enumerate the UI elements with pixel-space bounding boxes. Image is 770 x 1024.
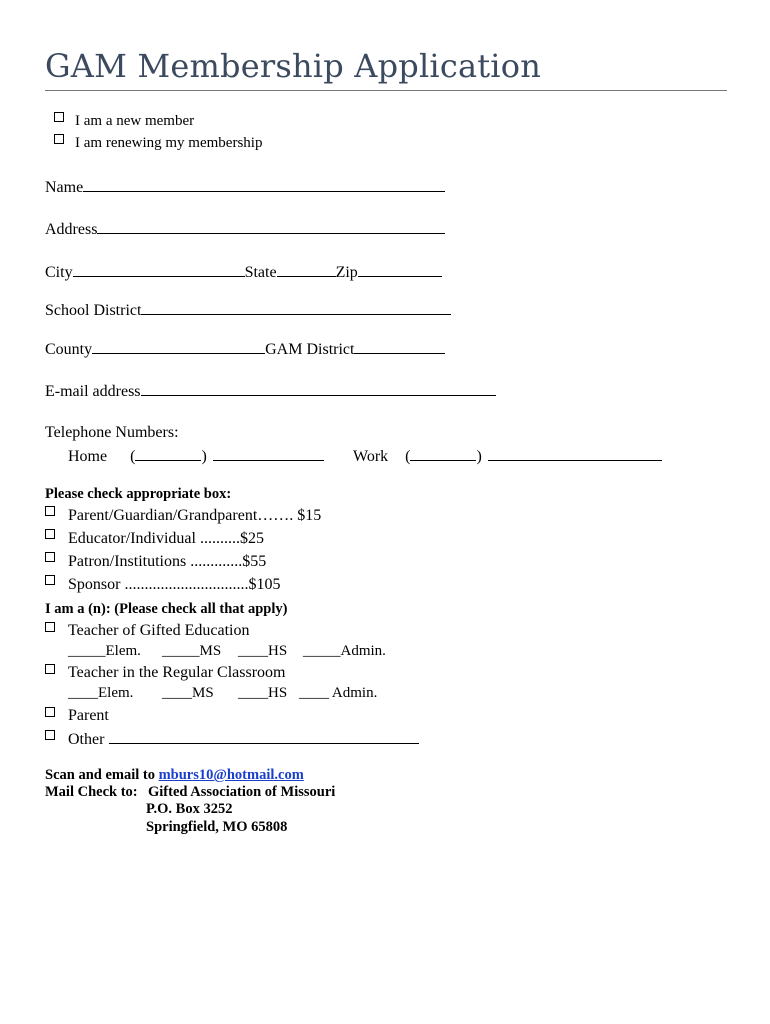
zip-label: Zip — [335, 264, 358, 281]
school-district-row — [45, 300, 451, 321]
dues-patron-checkbox[interactable] — [45, 552, 55, 562]
home-number-field[interactable] — [213, 446, 324, 461]
work-phone-row — [353, 446, 662, 467]
dues-sponsor-label: Sponsor ...............................$105 — [68, 576, 281, 593]
gifted-ms-level[interactable]: _____MS — [162, 643, 222, 659]
name-row — [45, 177, 445, 198]
email-field[interactable] — [141, 381, 496, 396]
email-label: E-mail address — [45, 383, 141, 400]
parent-label: Parent — [68, 707, 109, 724]
home-paren-close: ) — [201, 448, 207, 465]
work-paren-open: ( — [405, 448, 411, 465]
gifted-elem-level[interactable]: _____Elem. — [68, 643, 141, 659]
state-field[interactable] — [277, 262, 336, 277]
county-label: County — [45, 341, 93, 358]
address-row — [45, 219, 445, 240]
dues-educator-label: Educator/Individual ..........$25 — [68, 530, 264, 547]
page-title: GAM Membership Application — [45, 47, 542, 85]
scan-label: Scan and email to — [45, 767, 155, 783]
work-label: Work — [353, 448, 389, 465]
other-field[interactable] — [109, 729, 419, 744]
new-member-label: I am a new member — [75, 113, 195, 129]
dues-patron-label: Patron/Institutions .............$55 — [68, 553, 267, 570]
gifted-teacher-label: Teacher of Gifted Education — [68, 622, 250, 639]
title-divider — [45, 90, 727, 91]
new-member-checkbox[interactable] — [54, 112, 64, 122]
school-district-label: School District — [45, 302, 142, 319]
dues-parent-checkbox[interactable] — [45, 506, 55, 516]
dues-educator-checkbox[interactable] — [45, 529, 55, 539]
address-field[interactable] — [97, 219, 445, 234]
renewing-label: I am renewing my membership — [75, 135, 263, 151]
other-label: Other — [68, 731, 105, 748]
dues-sponsor-checkbox[interactable] — [45, 575, 55, 585]
school-district-field[interactable] — [141, 300, 451, 315]
mail-city-line: Springfield, MO 65808 — [146, 819, 288, 835]
contact-email-link[interactable]: mburs10@hotmail.com — [158, 767, 304, 783]
parent-checkbox[interactable] — [45, 707, 55, 717]
regular-ms-level[interactable]: ____MS — [162, 685, 214, 701]
address-label: Address — [45, 221, 98, 238]
work-area-code-field[interactable] — [410, 446, 476, 461]
gifted-admin-level[interactable]: _____Admin. — [303, 643, 386, 659]
renewing-checkbox[interactable] — [54, 134, 64, 144]
dues-parent-label: Parent/Guardian/Grandparent……. $15 — [68, 507, 322, 524]
state-label: State — [244, 264, 277, 281]
home-phone-row — [68, 446, 324, 467]
mail-check-label: Mail Check to: — [45, 784, 138, 800]
home-area-code-field[interactable] — [135, 446, 201, 461]
gam-district-label: GAM District — [265, 341, 355, 358]
mail-org: Gifted Association of Missouri — [148, 784, 336, 800]
county-row — [45, 339, 445, 360]
regular-teacher-checkbox[interactable] — [45, 664, 55, 674]
dues-heading: Please check appropriate box: — [45, 486, 232, 502]
city-field[interactable] — [73, 262, 245, 277]
other-row — [68, 729, 419, 750]
roles-heading: I am a (n): (Please check all that apply) — [45, 601, 288, 617]
mail-po-box: P.O. Box 3252 — [146, 801, 233, 817]
email-row — [45, 381, 496, 402]
gifted-hs-level[interactable]: ____HS — [238, 643, 288, 659]
telephone-label: Telephone Numbers: — [45, 424, 179, 441]
regular-admin-level[interactable]: ____ Admin. — [299, 685, 378, 701]
name-field[interactable] — [83, 177, 445, 192]
regular-teacher-label: Teacher in the Regular Classroom — [68, 664, 286, 681]
county-field[interactable] — [92, 339, 265, 354]
work-number-field[interactable] — [488, 446, 662, 461]
home-paren-open: ( — [130, 448, 136, 465]
work-paren-close: ) — [476, 448, 482, 465]
name-label: Name — [45, 179, 84, 196]
city-state-zip-row — [45, 262, 442, 283]
regular-hs-level[interactable]: ____HS — [238, 685, 288, 701]
other-checkbox[interactable] — [45, 730, 55, 740]
gam-district-field[interactable] — [354, 339, 445, 354]
city-label: City — [45, 264, 73, 281]
zip-field[interactable] — [358, 262, 442, 277]
regular-elem-level[interactable]: ____Elem. — [68, 685, 134, 701]
home-label: Home — [68, 448, 108, 465]
gifted-teacher-checkbox[interactable] — [45, 622, 55, 632]
